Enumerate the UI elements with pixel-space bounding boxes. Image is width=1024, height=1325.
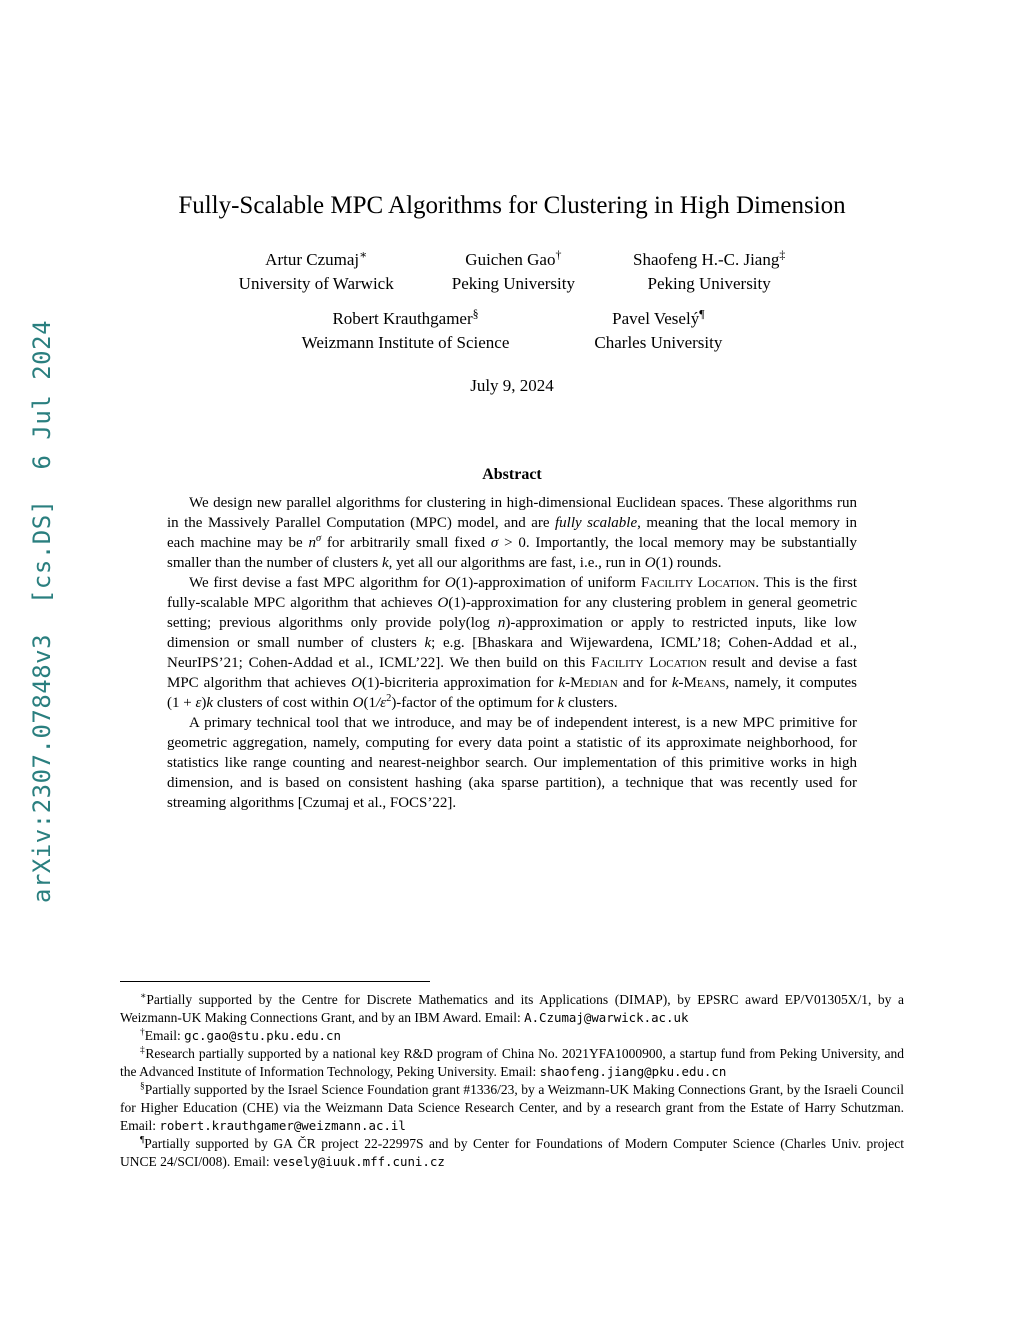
author-name <box>452 246 575 270</box>
authors-row-2 <box>120 308 904 354</box>
author-name-text: Artur Czumaj <box>265 249 360 269</box>
author-block-czumaj <box>238 246 394 295</box>
abstract-paragraph-2: We first devise a fast MPC algorithm for O(1)-approximation of uniform Facility Location. This is the first fully-scalable MPC algorithm that achieves O(1)-approximation for any clustering problem in general geometric setting; previous algorithms only provide poly(log n)-approximation or apply to restricted inputs, like low dimension or small number of clusters k; e.g. [Bhaskara and Wijewardena, ICML’18; Cohen-Addad et al., NeurIPS’21; Cohen-Addad et al., ICML’22]. We then build on this Facility Location result and devise a fast MPC algorithm that achieves O(1)-bicriteria approximation for k-Median and for k-Means, namely, it computes (1 + ε)k clusters of cost within $O(1/\varepsilon^2)$-factor of the optimum for k clusters. <box>167 574 857 711</box>
author-block-jiang <box>632 246 786 295</box>
footnote-krauthgamer: §Partially supported by the Israel Science Foundation grant #1336/23, by a Weizmann-UK Making Connections Grant, by the Israeli Council for Higher Education (CHE) via the Weizmann Data Science Research Center, and by a research grant from the Estate of Harry Schutzman. Email: robert.krauthgamer@weizmann.ac.il <box>120 1081 904 1133</box>
authors-row-1 <box>120 246 904 295</box>
abstract-section <box>167 466 857 813</box>
author-affiliation: Charles University <box>594 333 723 353</box>
author-name <box>239 246 394 270</box>
author-block-gao <box>451 246 575 295</box>
author-affiliation: Peking University <box>647 273 771 293</box>
paper-title: Fully-Scalable MPC Algorithms for Clustering in High Dimension <box>178 192 846 219</box>
author-affiliation: Weizmann Institute of Science <box>301 333 510 353</box>
abstract-paragraph-1: We design new parallel algorithms for clustering in high-dimensional Euclidean spaces. These algorithms run in the Massively Parallel Computation (MPC) model, and are fully scalable, meaning that the local memory in each machine may be $n^\sigma$ for arbitrarily small fixed σ > 0. Importantly, the local memory may be substantially smaller than the number of clusters k, yet all our algorithms are fast, i.e., run in O(1) rounds. <box>167 494 858 571</box>
author-name <box>302 308 510 329</box>
abstract-heading: Abstract <box>482 465 542 483</box>
author-block-krauthgamer <box>302 308 510 354</box>
author-affiliation: Peking University <box>451 273 575 293</box>
abstract-paragraph-3: A primary technical tool that we introduce, and may be of independent interest, is a new MPC primitive for geometric aggregation, namely, computing for every data point a statistic of its approximate neighborhood, for statistics like range counting and nearest-neighbor search. Our implementation of this primitive works in high dimension, and is based on consistent hashing (aka sparse partition), a technique that was recently used for streaming algorithms [Czumaj et al., FOCS’22]. <box>167 714 857 811</box>
footnote-czumaj: ∗Partially supported by the Centre for Discrete Mathematics and its Applications (DIMAP), by EPSRC award EP/V01305X/1, by a Weizmann-UK Making Connections Grant, and by an IBM Award. Email: A.Czumaj@warwick.ac.uk <box>120 991 904 1025</box>
footnote-mark: † <box>555 246 562 261</box>
footnote-mark: ¶ <box>699 306 705 321</box>
author-name-text: Robert Krauthgamer <box>332 309 473 328</box>
footnote-gao: †Email: gc.gao@stu.pku.edu.cn <box>140 1027 341 1043</box>
footnote-vesely: ¶Partially supported by GA ČR project 22-22997S and by Center for Foundations of Modern Computer Science (Charles Univ. project UNCE 24/SCI/008). Email: vesely@iuuk.mff.cuni.cz <box>120 1135 904 1169</box>
author-name <box>594 308 722 329</box>
author-name-text: Guichen Gao <box>465 249 556 269</box>
footnote-mark: § <box>472 306 479 321</box>
arxiv-watermark: arXiv:2307.07848v3 [cs.DS] 6 Jul 2024 <box>28 319 56 903</box>
author-name-text: Shaofeng H.-C. Jiang <box>632 249 780 269</box>
author-name-text: Pavel Veselý <box>612 309 700 328</box>
footnote-mark: ∗ <box>359 246 368 261</box>
paper-content <box>120 0 904 813</box>
footnote-rule <box>120 981 430 982</box>
footnote-mark: ‡ <box>779 246 786 261</box>
footnote-jiang: ‡Research partially supported by a national key R&D program of China No. 2021YFA1000900, a startup fund from Peking University, and the Advanced Institute of Information Technology, Peking University. Email: shaofeng.jiang@pku.edu.cn <box>120 1045 904 1079</box>
author-name <box>632 246 786 270</box>
author-block-vesely <box>594 308 722 354</box>
paper-date: July 9, 2024 <box>470 375 554 395</box>
author-affiliation: University of Warwick <box>238 273 394 293</box>
footnotes-section <box>120 981 904 1171</box>
